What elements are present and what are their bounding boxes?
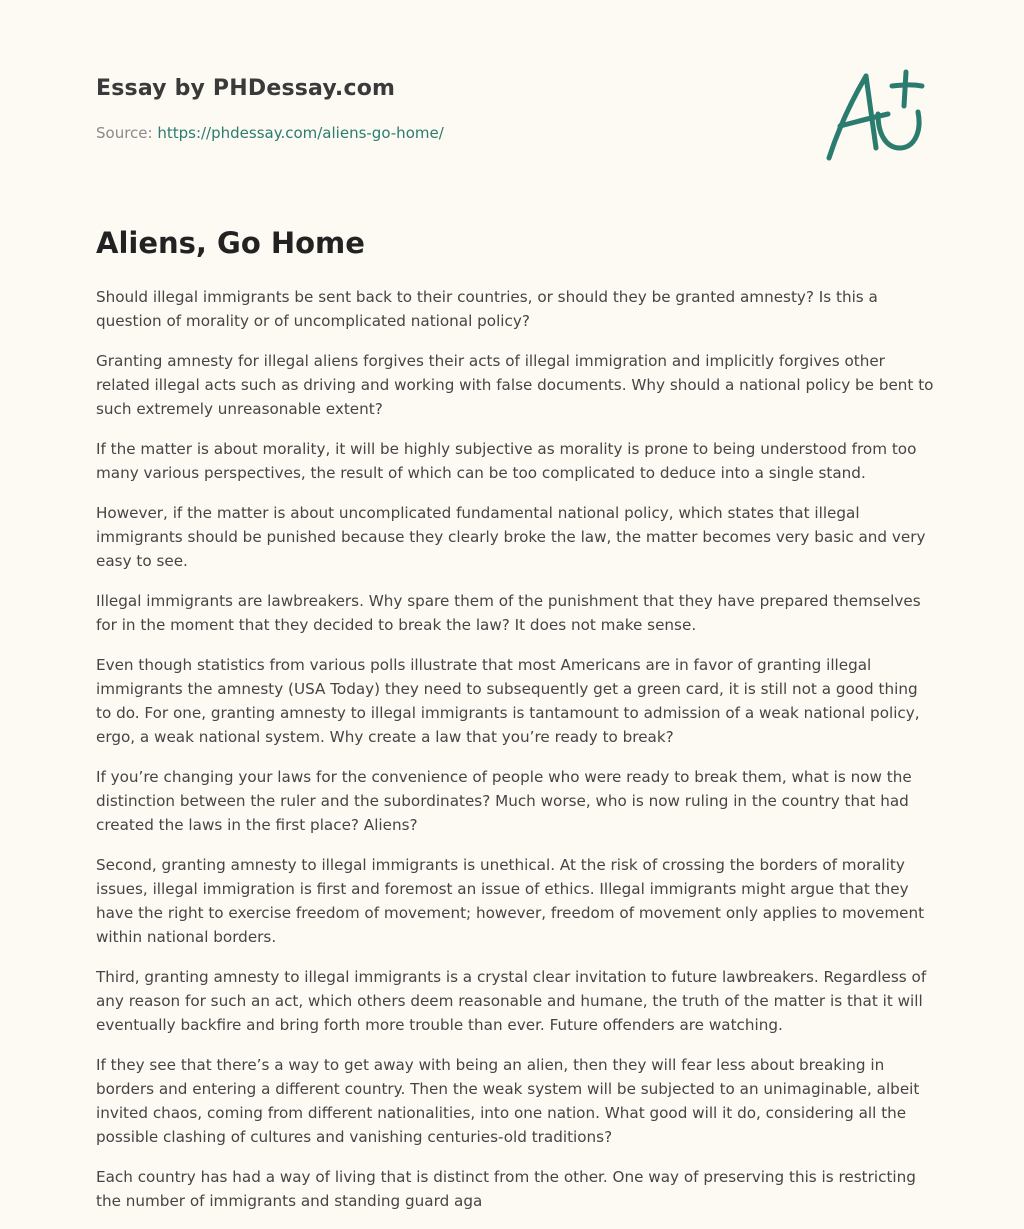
essay-paragraph: If they see that there’s a way to get away with being an alien, then they will fear less about breaking in borders and entering a different country. Then the weak system will be subjected to an unimaginable, albeit invited chaos, coming from different nationalities, into one nation. What good will it do, considering all the possible clashing of cultures and vanishing centuries-old traditions? <box>96 1056 920 1146</box>
essay-paragraph: Second, granting amnesty to illegal immigrants is unethical. At the risk of crossing the borders of morality issues, illegal immigration is first and foremost an issue of ethics. Illegal immigrants might argue that they have the right to exercise freedom of movement; however, freedom of movement only applies to movement within national borders. <box>96 856 925 946</box>
source-line <box>96 124 444 142</box>
essay-paragraph: Illegal immigrants are lawbreakers. Why spare them of the punishment that they have prepared themselves for in the moment that they decided to break the law? It does not make sense. <box>96 592 921 634</box>
essay-paragraph: If the matter is about morality, it will be highly subjective as morality is prone to being understood from too many various perspectives, the result of which can be too complicated to deduce into a single stand. <box>96 440 917 482</box>
essay-paragraph: Granting amnesty for illegal aliens forgives their acts of illegal immigration and implicitly forgives other related illegal acts such as driving and working with false documents. Why should a national policy be bent to such extremely unreasonable extent? <box>96 352 934 418</box>
source-link[interactable]: https://phdessay.com/aliens-go-home/ <box>157 124 444 142</box>
essay-paragraph: Third, granting amnesty to illegal immigrants is a crystal clear invitation to future lawbreakers. Regardless of any reason for such an act, which others deem reasonable and humane, the truth of the matter is that it will eventually backfire and bring forth more trouble than ever. Future offenders are watching. <box>96 968 927 1034</box>
essay-paragraph: If you’re changing your laws for the convenience of people who were ready to break them, what is now the distinction between the ruler and the subordinates? Much worse, who is now ruling in the country that had created the laws in the first place? Aliens? <box>96 768 912 834</box>
essay-body <box>96 285 936 1229</box>
source-label: Source: <box>96 124 158 142</box>
essay-title: Aliens, Go Home <box>96 226 365 260</box>
a-plus-grade-logo-icon <box>826 68 926 164</box>
essay-paragraph: Even though statistics from various polls illustrate that most Americans are in favor of granting illegal immigrants the amnesty (USA Today) they need to subsequently get a green card, it is still not a good thing to do. For one, granting amnesty to illegal immigrants is tantamount to admission of a weak national policy, ergo, a weak national system. Why create a law that you’re ready to break? <box>96 656 920 746</box>
essay-paragraph: Each country has had a way of living that is distinct from the other. One way of preserving this is restricting the number of immigrants and standing guard aga <box>96 1168 916 1210</box>
essay-paragraph: Should illegal immigrants be sent back to their countries, or should they be granted amnesty? Is this a question of morality or of uncomplicated national policy? <box>96 288 878 330</box>
essay-paragraph: However, if the matter is about uncomplicated fundamental national policy, which states that illegal immigrants should be punished because they clearly broke the law, the matter becomes very basic and very easy to see. <box>96 504 926 570</box>
site-title: Essay by PHDessay.com <box>96 76 396 101</box>
